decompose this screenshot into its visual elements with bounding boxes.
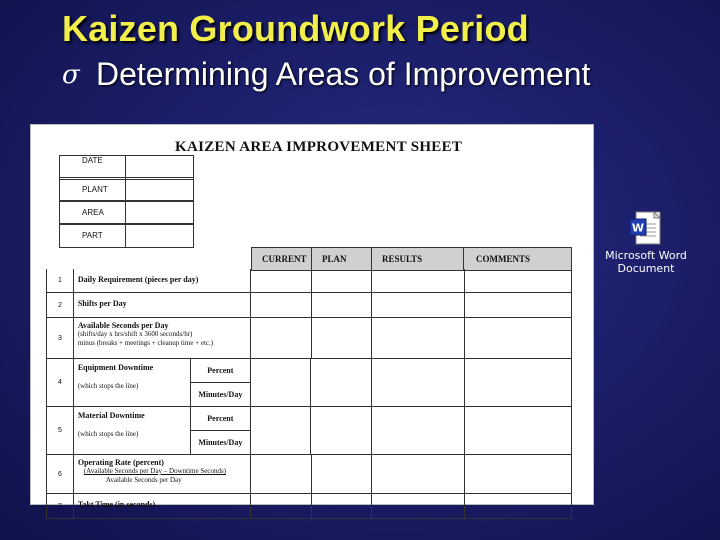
- row-number: 7: [47, 494, 74, 518]
- attachment-label-line2: Document: [617, 262, 675, 275]
- table-row: [47, 455, 572, 494]
- bullet-row: [62, 56, 590, 93]
- info-label: PLANT: [60, 178, 126, 201]
- info-label: AREA: [60, 201, 126, 224]
- row-number: 3: [47, 318, 74, 358]
- column-header-row: [251, 247, 572, 271]
- table-row: [47, 359, 572, 407]
- row-label: Operating Rate (percent): [77, 458, 164, 467]
- improvement-table: [46, 269, 572, 519]
- row-sublabel: Available Seconds per Day: [105, 476, 182, 484]
- table-row: [47, 318, 572, 359]
- row-description: [74, 407, 251, 454]
- row-description: [74, 455, 251, 493]
- attachment-label: [600, 249, 692, 275]
- minutes-label: Minutes/Day: [198, 438, 243, 447]
- info-label: DATE: [60, 156, 126, 179]
- table-row: [47, 494, 572, 519]
- svg-text:W: W: [631, 221, 645, 235]
- embedded-document-image[interactable]: [30, 124, 594, 510]
- column-header-current: CURRENT: [252, 248, 312, 270]
- column-header-plan: PLAN: [312, 248, 372, 270]
- info-label: PART: [60, 224, 126, 247]
- percent-label: Percent: [191, 359, 250, 383]
- row-sublabel: (which stops the line): [77, 430, 139, 438]
- slide-subtitle: Determining Areas of Improvement: [96, 56, 591, 92]
- row-label: Daily Requirement (pieces per day): [74, 269, 251, 292]
- slide-title: Kaizen Groundwork Period: [62, 8, 529, 49]
- table-row: [47, 269, 572, 293]
- minutes-label: Minutes/Day: [198, 390, 243, 399]
- microsoft-word-icon[interactable]: [628, 210, 664, 246]
- row-number: 1: [47, 269, 74, 292]
- column-header-comments: COMMENTS: [476, 254, 530, 264]
- row-label: Material Downtime: [77, 411, 145, 420]
- row-sublabel: (which stops the line): [77, 382, 139, 390]
- info-row-area: [59, 200, 194, 225]
- row-number: 2: [47, 293, 74, 317]
- row-description: [74, 318, 251, 358]
- bullet-symbol: σ: [62, 59, 80, 90]
- row-number: 6: [47, 455, 74, 493]
- row-label: Equipment Downtime: [77, 363, 154, 372]
- row-label: Available Seconds per Day: [77, 321, 169, 330]
- row-number: 5: [47, 407, 74, 454]
- table-row: [47, 293, 572, 318]
- row-sublabel: (Available Seconds per Day – Downtime Seconds): [83, 467, 227, 475]
- info-row-plant: [59, 177, 194, 202]
- row-label: Takt Time (in seconds): [74, 494, 251, 518]
- percent-label: Percent: [191, 407, 250, 431]
- word-document-attachment[interactable]: [600, 210, 692, 275]
- row-description: [74, 359, 251, 406]
- info-row-part: [59, 223, 194, 248]
- row-sublabel: (shifts/day x hrs/shift x 3600 seconds/hr): [77, 330, 193, 338]
- row-number: 4: [47, 359, 74, 406]
- row-label: Shifts per Day: [74, 293, 251, 317]
- document-heading: KAIZEN AREA IMPROVEMENT SHEET: [175, 139, 463, 155]
- column-header-results: RESULTS: [372, 248, 464, 270]
- table-row: [47, 407, 572, 455]
- attachment-label-line1: Microsoft Word: [605, 249, 687, 262]
- row-sublabel: minus (breaks + meetings + cleanup time + etc.): [77, 339, 214, 347]
